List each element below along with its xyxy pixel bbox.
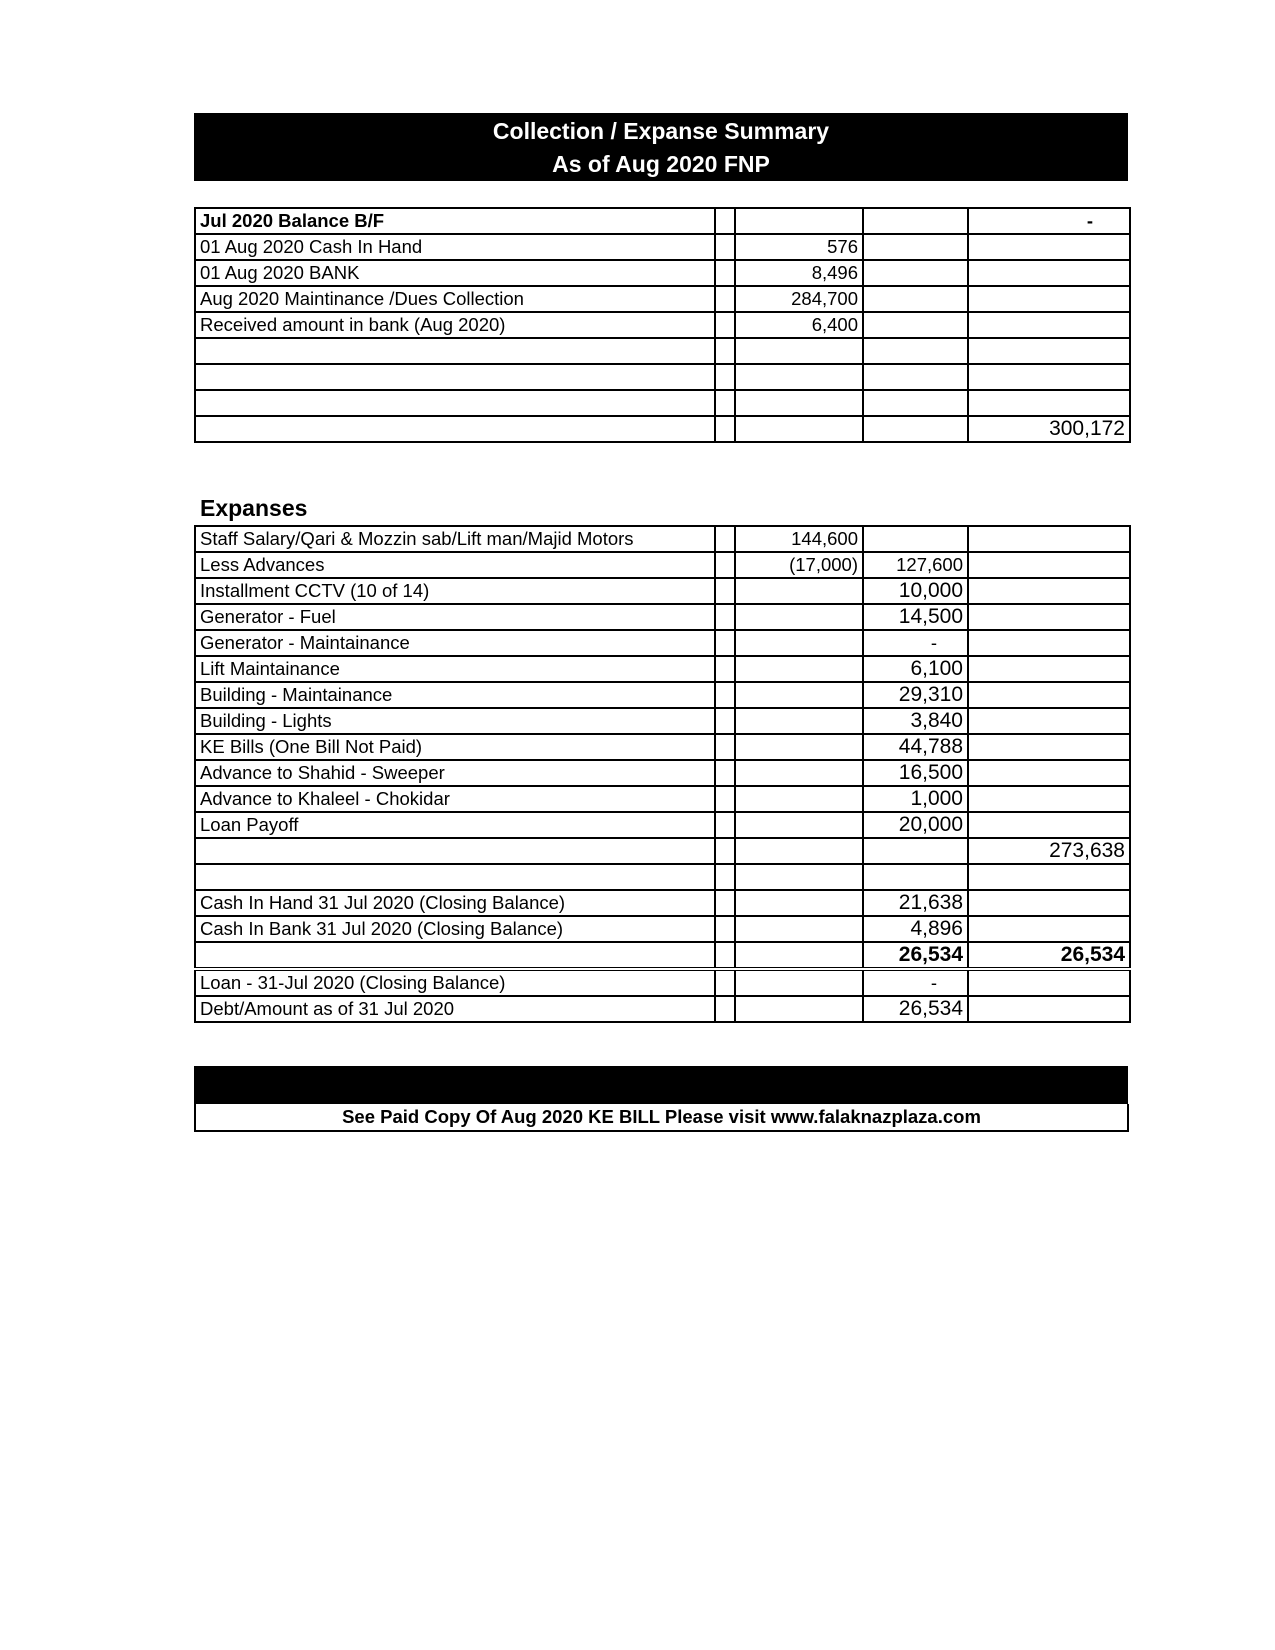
row-label: Jul 2020 Balance B/F (195, 208, 715, 234)
empty-row (195, 338, 1130, 364)
table-row (195, 578, 1130, 604)
table-row (195, 786, 1130, 812)
row-label: Installment CCTV (10 of 14) (195, 578, 715, 604)
row-amount: 576 (735, 234, 863, 260)
expenses-title: Expanses (200, 495, 308, 521)
collection-table (194, 207, 1131, 443)
table-row (195, 630, 1130, 656)
row-label: 01 Aug 2020 BANK (195, 260, 715, 286)
footer-note: See Paid Copy Of Aug 2020 KE BILL Please visit www.falaknazplaza.com (194, 1104, 1129, 1132)
page-title: Collection / Expanse Summary (492, 118, 830, 144)
row-subtotal: 127,600 (863, 552, 968, 578)
table-row (195, 604, 1130, 630)
table-row (195, 656, 1130, 682)
collection-total-row (195, 416, 1130, 442)
summary-header (194, 113, 1128, 181)
table-row (195, 312, 1130, 338)
row-label: Cash In Hand 31 Jul 2020 (Closing Balance) (195, 890, 715, 916)
table-row (195, 760, 1130, 786)
row-label: Advance to Shahid - Sweeper (195, 760, 715, 786)
table-row (195, 812, 1130, 838)
expense-total-row (195, 838, 1130, 864)
debt-value: 26,534 (863, 996, 968, 1022)
expense-total: 273,638 (968, 838, 1130, 864)
row-subtotal: 1,000 (863, 786, 968, 812)
row-label: 01 Aug 2020 Cash In Hand (195, 234, 715, 260)
row-label: KE Bills (One Bill Not Paid) (195, 734, 715, 760)
row-label: Cash In Bank 31 Jul 2020 (Closing Balance) (195, 916, 715, 942)
row-subtotal: 20,000 (863, 812, 968, 838)
table-row (195, 734, 1130, 760)
table-row (195, 996, 1130, 1022)
table-row (195, 234, 1130, 260)
row-label: Staff Salary/Qari & Mozzin sab/Lift man/Majid Motors (195, 526, 715, 552)
row-amount (735, 208, 863, 234)
row-amount: 284,700 (735, 286, 863, 312)
table-row (195, 552, 1130, 578)
row-label: Less Advances (195, 552, 715, 578)
empty-row (195, 364, 1130, 390)
row-label: Lift Maintainance (195, 656, 715, 682)
row-subtotal: 6,100 (863, 656, 968, 682)
row-subtotal: 14,500 (863, 604, 968, 630)
collection-grand-total: 300,172 (968, 416, 1130, 442)
row-label: Generator - Maintainance (195, 630, 715, 656)
row-label: Building - Maintainance (195, 682, 715, 708)
row-label: Advance to Khaleel - Chokidar (195, 786, 715, 812)
loan-value: - (863, 969, 968, 996)
table-row (195, 260, 1130, 286)
row-subtotal: 16,500 (863, 760, 968, 786)
closing-sum-total: 26,534 (968, 942, 1130, 969)
row-label: Aug 2020 Maintinance /Dues Collection (195, 286, 715, 312)
table-row (195, 708, 1130, 734)
row-subtotal: 3,840 (863, 708, 968, 734)
row-label: Building - Lights (195, 708, 715, 734)
row-label: Received amount in bank (Aug 2020) (195, 312, 715, 338)
row-total: - (968, 208, 1130, 234)
row-label: Debt/Amount as of 31 Jul 2020 (195, 996, 715, 1022)
empty-row (195, 390, 1130, 416)
row-label: Loan Payoff (195, 812, 715, 838)
row-label: Generator - Fuel (195, 604, 715, 630)
cash-in-hand-value: 21,638 (863, 890, 968, 916)
row-subtotal: 44,788 (863, 734, 968, 760)
row-subtotal (863, 208, 968, 234)
row-label: Loan - 31-Jul 2020 (Closing Balance) (195, 969, 715, 996)
row-amount: 8,496 (735, 260, 863, 286)
row-subtotal: 29,310 (863, 682, 968, 708)
table-row (195, 526, 1130, 552)
row-amount: 144,600 (735, 526, 863, 552)
table-row (195, 682, 1130, 708)
table-row (195, 286, 1130, 312)
table-row (195, 890, 1130, 916)
table-row (195, 208, 1130, 234)
row-amount: 6,400 (735, 312, 863, 338)
expense-table (194, 525, 1131, 1023)
table-row (195, 969, 1130, 996)
row-subtotal: 10,000 (863, 578, 968, 604)
footer-bar (194, 1066, 1128, 1104)
cash-in-bank-value: 4,896 (863, 916, 968, 942)
table-row (195, 916, 1130, 942)
row-subtotal: - (863, 630, 968, 656)
closing-sum-subtotal: 26,534 (863, 942, 968, 969)
page-subtitle: As of Aug 2020 FNP (552, 151, 770, 177)
row-amount: (17,000) (735, 552, 863, 578)
empty-row (195, 864, 1130, 890)
closing-sum-row (195, 942, 1130, 969)
